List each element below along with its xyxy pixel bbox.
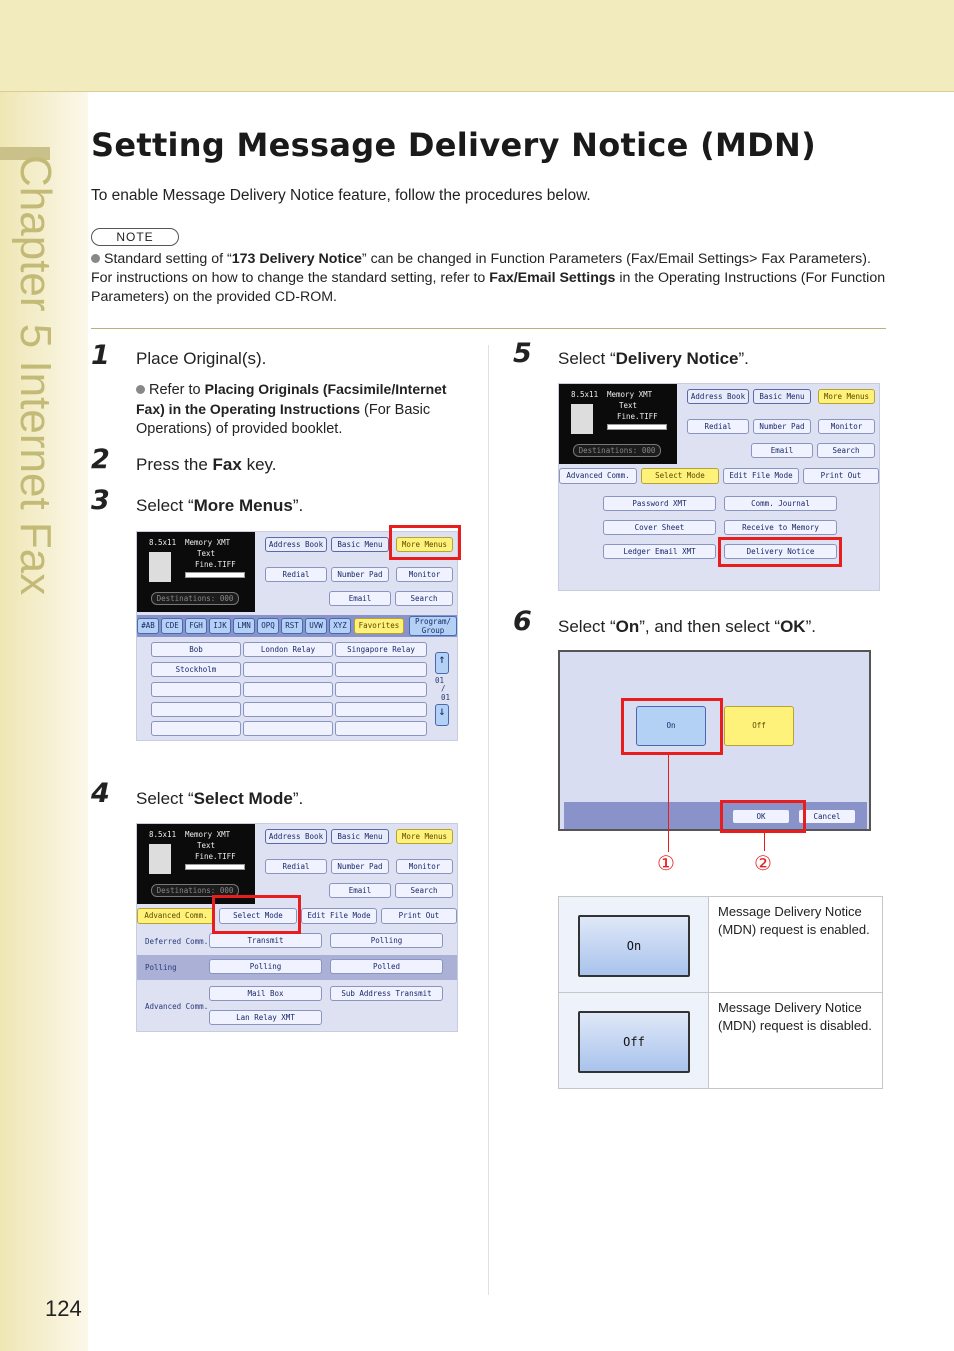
polling-button[interactable]: Polling	[209, 959, 322, 974]
legend-table	[558, 896, 883, 1089]
res-label: Fine.TIFF	[195, 560, 236, 569]
tab-lmn[interactable]: LMN	[233, 618, 255, 634]
contrast-slider	[607, 424, 667, 430]
scroll-down-icon[interactable]: ↓	[435, 704, 449, 726]
step-text: Select “Select Mode”.	[136, 789, 304, 808]
address-book-button[interactable]: Address Book	[687, 389, 749, 404]
entry-empty[interactable]	[151, 702, 241, 717]
tab-ijk[interactable]: IJK	[209, 618, 231, 634]
off-button-illustration: Off	[578, 1011, 690, 1073]
tab-print-out[interactable]: Print Out	[803, 468, 879, 484]
tab-opq[interactable]: OPQ	[257, 618, 279, 634]
contrast-slider	[185, 572, 245, 578]
on-button-illustration: On	[578, 915, 690, 977]
destinations-count: Destinations: 000	[151, 592, 239, 605]
step-text: Press the Fax key.	[136, 455, 277, 474]
monitor-button[interactable]: Monitor	[818, 419, 875, 434]
step-number: 6	[513, 606, 532, 637]
legend-row	[559, 993, 883, 1089]
status-panel: 8.5x11 Memory XMT Text Fine.TIFF Destinations: 000	[559, 384, 677, 464]
redial-button[interactable]: Redial	[265, 859, 327, 874]
callout-line	[668, 755, 669, 852]
step-text: Select “Delivery Notice”.	[558, 349, 749, 368]
step-number: 3	[91, 485, 110, 516]
text-label: Text	[197, 549, 216, 558]
lan-relay-xmt-button[interactable]: Lan Relay XMT	[209, 1010, 322, 1025]
number-pad-button[interactable]: Number Pad	[331, 567, 389, 582]
mode-label: Memory XMT	[185, 538, 231, 547]
basic-menu-button[interactable]: Basic Menu	[753, 389, 811, 404]
ok-button[interactable]: OK	[732, 809, 790, 824]
step-number: 4	[91, 778, 110, 809]
tab-advanced-comm[interactable]: Advanced Comm.	[137, 908, 215, 924]
cover-sheet-button[interactable]: Cover Sheet	[603, 520, 716, 535]
page-indicator: 01	[435, 676, 445, 685]
step-text: Select “More Menus”.	[136, 496, 304, 515]
mail-box-button[interactable]: Mail Box	[209, 986, 322, 1001]
legend-text: Message Delivery Notice (MDN) request is disabled.	[709, 993, 883, 1089]
search-button[interactable]: Search	[395, 883, 453, 898]
tab-rst[interactable]: RST	[281, 618, 303, 634]
number-pad-button[interactable]: Number Pad	[331, 859, 389, 874]
highlight-select-mode	[212, 895, 301, 934]
step-number: 2	[91, 444, 110, 475]
note-tag: NOTE	[91, 228, 179, 246]
page-number: 124	[45, 1296, 82, 1321]
tab-advanced-comm[interactable]: Advanced Comm.	[559, 468, 637, 484]
step-number: 5	[513, 338, 532, 369]
tab-xyz[interactable]: XYZ	[329, 618, 351, 634]
highlight-more-menus	[389, 525, 461, 560]
off-button[interactable]: Off	[724, 706, 794, 746]
document-icon	[571, 404, 593, 434]
password-xmt-button[interactable]: Password XMT	[603, 496, 716, 511]
entry-empty[interactable]	[335, 702, 427, 717]
entry-stockholm[interactable]: Stockholm	[151, 662, 241, 677]
tab-cde[interactable]: CDE	[161, 618, 183, 634]
callout-1: ①	[657, 853, 675, 875]
scroll-up-icon[interactable]: ↑	[435, 652, 449, 674]
row-label: Polling	[145, 963, 177, 972]
bullet-icon	[136, 385, 145, 394]
top-band	[0, 0, 954, 92]
tab-uvw[interactable]: UVW	[305, 618, 327, 634]
page-indicator: /	[441, 684, 446, 693]
document-icon	[149, 844, 171, 874]
highlight-ok	[720, 800, 806, 833]
contrast-slider	[185, 864, 245, 870]
bullet-icon	[91, 254, 100, 263]
number-pad-button[interactable]: Number Pad	[753, 419, 811, 434]
entry-empty[interactable]	[335, 721, 427, 736]
cancel-button[interactable]: Cancel	[798, 809, 856, 824]
status-panel	[137, 532, 255, 612]
entry-empty[interactable]	[335, 662, 427, 677]
screen-more-menus	[136, 531, 458, 741]
note-body: Standard setting of “173 Delivery Notice” can be changed in Function Parameters (Fax/Email Settings> Fax Parameters). For instructions on how to change the standard setting, refer to Fax/Email Settings in the Operating Instructions (For Function Parameters) on the provided CD-ROM.	[91, 251, 886, 305]
tab-print-out[interactable]: Print Out	[381, 908, 457, 924]
legend-text: Message Delivery Notice (MDN) request is enabled.	[709, 897, 883, 993]
divider	[91, 328, 886, 329]
step-text: Select “On”, and then select “OK”.	[558, 617, 816, 636]
email-button[interactable]: Email	[329, 883, 391, 898]
redial-button[interactable]: Redial	[265, 567, 327, 582]
tab-edit-file-mode[interactable]: Edit File Mode	[723, 468, 799, 484]
ledger-email-xmt-button[interactable]: Ledger Email XMT	[603, 544, 716, 559]
tab-select-mode[interactable]: Select Mode	[219, 908, 297, 924]
step-subnote: Refer to Placing Originals (Facsimile/Internet Fax) in the Operating Instructions (For Basic Operations) of provided booklet.	[136, 381, 447, 437]
page-title: Setting Message Delivery Notice (MDN)	[91, 126, 817, 164]
basic-menu-button[interactable]: Basic Menu	[331, 537, 389, 552]
legend-row	[559, 897, 883, 993]
intro-text: To enable Message Delivery Notice feature, follow the procedures below.	[91, 187, 591, 204]
more-menus-button[interactable]: More Menus	[396, 537, 453, 552]
more-menus-button[interactable]: More Menus	[818, 389, 875, 404]
polling-button[interactable]: Polling	[330, 933, 443, 948]
step-number: 1	[91, 340, 110, 371]
entry-london-relay[interactable]: London Relay	[243, 642, 333, 657]
entry-empty[interactable]	[243, 662, 333, 677]
page-indicator: 01	[441, 693, 451, 702]
chapter-label: Chapter 5 Internet Fax	[11, 155, 60, 596]
column-divider	[488, 345, 489, 1295]
tab-select-mode[interactable]: Select Mode	[641, 468, 719, 484]
search-button[interactable]: Search	[817, 443, 875, 458]
comm-journal-button[interactable]: Comm. Journal	[724, 496, 837, 511]
tab-fgh[interactable]: FGH	[185, 618, 207, 634]
step-text: Place Original(s).	[136, 349, 267, 368]
polled-button[interactable]: Polled	[330, 959, 443, 974]
highlight-delivery-notice	[718, 537, 842, 567]
tab-ab[interactable]: #AB	[137, 618, 159, 634]
entry-empty[interactable]	[151, 721, 241, 736]
email-button[interactable]: Email	[751, 443, 813, 458]
basic-menu-button[interactable]: Basic Menu	[331, 829, 389, 844]
sub-address-transmit-button[interactable]: Sub Address Transmit	[330, 986, 443, 1001]
callout-line	[764, 833, 765, 851]
entry-empty[interactable]	[335, 682, 427, 697]
search-button[interactable]: Search	[395, 591, 453, 606]
entry-singapore-relay[interactable]: Singapore Relay	[335, 642, 427, 657]
redial-button[interactable]: Redial	[687, 419, 749, 434]
document-icon	[149, 552, 171, 582]
status-panel: 8.5x11 Memory XMT Text Fine.TIFF Destinations: 000	[137, 824, 255, 904]
delivery-notice-button[interactable]: Delivery Notice	[724, 544, 837, 559]
tab-favorites[interactable]: Favorites	[354, 618, 404, 634]
highlight-on	[621, 698, 723, 755]
entry-empty[interactable]	[151, 682, 241, 697]
row-label: Deferred Comm.	[145, 937, 209, 946]
tab-program-group[interactable]: Program/ Group	[409, 616, 457, 636]
on-button[interactable]: On	[636, 706, 706, 746]
paper-size: 8.5x11	[149, 538, 177, 547]
receive-to-memory-button[interactable]: Receive to Memory	[724, 520, 837, 535]
entry-empty[interactable]	[243, 702, 333, 717]
row-label: Advanced Comm.	[145, 1002, 209, 1011]
monitor-button[interactable]: Monitor	[396, 567, 453, 582]
entry-empty[interactable]	[243, 721, 333, 736]
transmit-button[interactable]: Transmit	[209, 933, 322, 948]
address-book-button[interactable]: Address Book	[265, 829, 327, 844]
tab-edit-file-mode[interactable]: Edit File Mode	[301, 908, 377, 924]
entry-bob[interactable]: Bob	[151, 642, 241, 657]
address-book-button[interactable]: Address Book	[265, 537, 327, 552]
email-button[interactable]: Email	[329, 591, 391, 606]
callout-2: ②	[754, 853, 772, 875]
more-menus-button[interactable]: More Menus	[396, 829, 453, 844]
monitor-button[interactable]: Monitor	[396, 859, 453, 874]
entry-empty[interactable]	[243, 682, 333, 697]
